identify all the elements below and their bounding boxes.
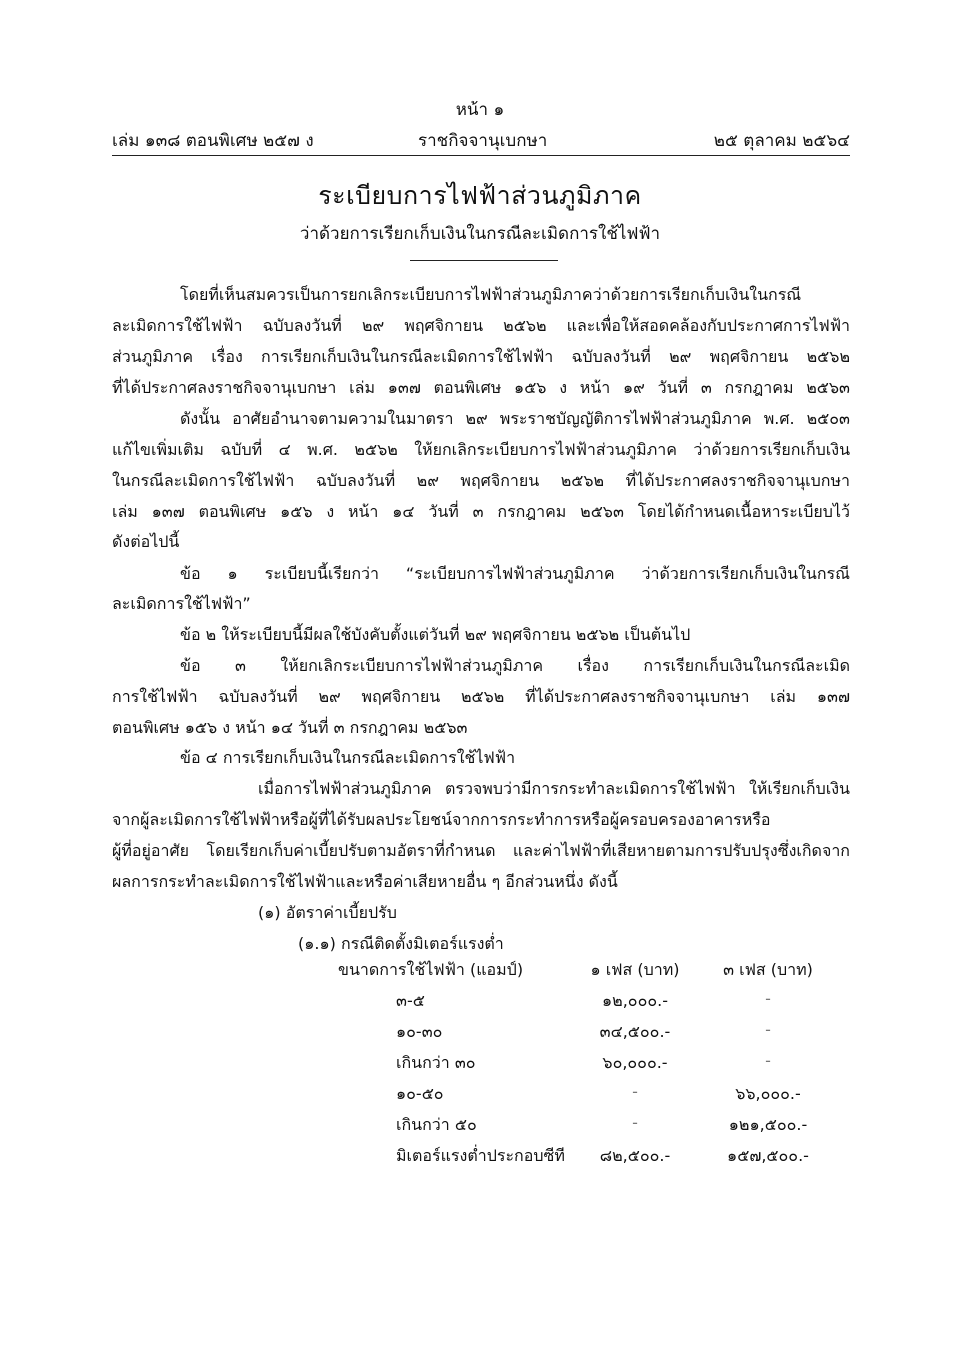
clause-4-line: จากผู้ละเมิดการใช้ไฟฟ้าหรือผู้ที่ได้รับผลประโยชน์จากการกระทำการหรือผู้ครอบครองอาคารหรือ <box>112 810 771 829</box>
penalty-rate-table <box>336 958 836 1175</box>
body-line: ส่วนภูมิภาค เรื่อง การเรียกเก็บเงินในกรณีละเมิดการใช้ไฟฟ้า ฉบับลงวันที่ ๒๙ พฤศจิกายน ๒๕๖๒ <box>112 347 850 366</box>
body-line: ในกรณีละเมิดการใช้ไฟฟ้า ฉบับลงวันที่ ๒๙ พฤศจิกายน ๒๕๖๒ ที่ได้ประกาศลงราชกิจจานุเบกษา <box>112 471 850 490</box>
body-line: เล่ม ๑๓๗ ตอนพิเศษ ๑๕๖ ง หน้า ๑๔ วันที่ ๓ กรกฎาคม ๒๕๖๓ โดยได้กำหนดเนื้อหาระเบียบไว้ <box>112 502 850 521</box>
title-divider <box>410 260 558 261</box>
clause-3-line: การใช้ไฟฟ้า ฉบับลงวันที่ ๒๙ พฤศจิกายน ๒๕๖๒ ที่ได้ประกาศลงราชกิจจานุเบกษา เล่ม ๑๓๗ <box>112 687 850 706</box>
clause-3-line: ข้อ ๓ ให้ยกเลิกระเบียบการไฟฟ้าส่วนภูมิภาค เรื่อง การเรียกเก็บเงินในกรณีละเมิด <box>180 656 850 675</box>
table-row <box>336 1144 836 1175</box>
cell-size: เกินกว่า ๕๐ <box>396 1115 477 1134</box>
cell-size: มิเตอร์แรงต่ำประกอบซีที <box>396 1146 565 1165</box>
clause-2-line: ข้อ ๒ ให้ระเบียบนี้มีผลใช้บังคับตั้งแต่วันที่ ๒๙ พฤศจิกายน ๒๕๖๒ เป็นต้นไป <box>180 625 691 644</box>
body-line: ดังนั้น อาศัยอำนาจตามความในมาตรา ๒๙ พระราชบัญญัติการไฟฟ้าส่วนภูมิภาค พ.ศ. ๒๕๐๓ <box>180 409 850 428</box>
body-line: ละเมิดการใช้ไฟฟ้า ฉบับลงวันที่ ๒๙ พฤศจิกายน ๒๕๖๒ และเพื่อให้สอดคล้องกับประกาศการไฟฟ้า <box>112 316 850 335</box>
body-line: ดังต่อไปนี้ <box>112 532 180 551</box>
cell-one-phase: ๖๐,๐๐๐.- <box>602 1053 668 1072</box>
cell-one-phase: ๓๔,๕๐๐.- <box>599 1022 671 1041</box>
clause-3-line: ตอนพิเศษ ๑๕๖ ง หน้า ๑๔ วันที่ ๓ กรกฎาคม ๒๕๖๓ <box>112 718 468 737</box>
cell-size: เกินกว่า ๓๐ <box>396 1053 476 1072</box>
page-number: หน้า ๑ <box>455 100 505 120</box>
section-1-heading: (๑) อัตราค่าเบี้ยปรับ <box>258 903 397 922</box>
cell-one-phase: - <box>632 1082 638 1101</box>
clause-1-line: ข้อ ๑ ระเบียบนี้เรียกว่า “ระเบียบการไฟฟ้าส่วนภูมิภาค ว่าด้วยการเรียกเก็บเงินในกรณี <box>180 564 850 583</box>
gazette-header <box>112 127 850 156</box>
document-subtitle: ว่าด้วยการเรียกเก็บเงินในกรณีละเมิดการใช้ไฟฟ้า <box>299 224 661 244</box>
cell-three-phase: - <box>765 1051 771 1070</box>
section-1-1-heading: (๑.๑) กรณีติดตั้งมิเตอร์แรงต่ำ <box>298 934 504 953</box>
cell-three-phase: ๖๖,๐๐๐.- <box>735 1084 801 1103</box>
table-header-row <box>336 958 836 989</box>
clause-1-line: ละเมิดการใช้ไฟฟ้า” <box>112 594 251 613</box>
cell-three-phase: - <box>765 1020 771 1039</box>
body-line: แก้ไขเพิ่มเติม ฉบับที่ ๔ พ.ศ. ๒๕๖๒ ให้ยกเลิกระเบียบการไฟฟ้าส่วนภูมิภาค ว่าด้วยการเรียกเก็บเงิน <box>112 440 850 459</box>
document-title: ระเบียบการไฟฟ้าส่วนภูมิภาค <box>318 181 642 210</box>
cell-three-phase: - <box>765 989 771 1008</box>
clause-4-line: ผู้ที่อยู่อาศัย โดยเรียกเก็บค่าเบี้ยปรับตามอัตราที่กำหนด และค่าไฟฟ้าที่เสียหายตามการปรับปรุงซึ่งเกิดจาก <box>112 841 850 860</box>
header-one-phase: ๑ เฟส (บาท) <box>590 960 680 979</box>
cell-size: ๓-๕ <box>396 991 425 1010</box>
cell-one-phase: ๘๒,๕๐๐.- <box>599 1146 671 1165</box>
header-size: ขนาดการใช้ไฟฟ้า (แอมป์) <box>338 960 524 979</box>
clause-4-line: ผลการกระทำละเมิดการใช้ไฟฟ้าและหรือค่าเสียหายอื่น ๆ อีกส่วนหนึ่ง ดังนี้ <box>112 872 618 891</box>
body-line: โดยที่เห็นสมควรเป็นการยกเลิกระเบียบการไฟฟ้าส่วนภูมิภาคว่าด้วยการเรียกเก็บเงินในกรณี <box>180 285 802 304</box>
body-line: ที่ได้ประกาศลงราชกิจจานุเบกษา เล่ม ๑๓๗ ตอนพิเศษ ๑๕๖ ง หน้า ๑๙ วันที่ ๓ กรกฎาคม ๒๕๖๓ <box>112 378 850 397</box>
table-row <box>336 1020 836 1051</box>
gazette-volume: เล่ม ๑๓๘ ตอนพิเศษ ๒๕๗ ง <box>112 131 314 151</box>
clause-4-line: เมื่อการไฟฟ้าส่วนภูมิภาค ตรวจพบว่ามีการกระทำละเมิดการใช้ไฟฟ้า ให้เรียกเก็บเงิน <box>258 779 850 798</box>
clause-4-heading: ข้อ ๔ การเรียกเก็บเงินในกรณีละเมิดการใช้ไฟฟ้า <box>180 748 516 767</box>
cell-three-phase: ๑๕๗,๕๐๐.- <box>727 1146 809 1165</box>
table-row <box>336 1082 836 1113</box>
cell-size: ๑๐-๕๐ <box>396 1084 444 1103</box>
cell-three-phase: ๑๒๑,๕๐๐.- <box>728 1115 808 1134</box>
cell-one-phase: - <box>632 1113 638 1132</box>
cell-one-phase: ๑๒,๐๐๐.- <box>602 991 668 1010</box>
table-row <box>336 1113 836 1144</box>
gazette-date: ๒๕ ตุลาคม ๒๕๖๔ <box>713 131 850 151</box>
gazette-publication: ราชกิจจานุเบกษา <box>418 131 548 151</box>
cell-size: ๑๐-๓๐ <box>396 1022 443 1041</box>
header-three-phase: ๓ เฟส (บาท) <box>723 960 813 979</box>
table-row <box>336 989 836 1020</box>
table-row <box>336 1051 836 1082</box>
